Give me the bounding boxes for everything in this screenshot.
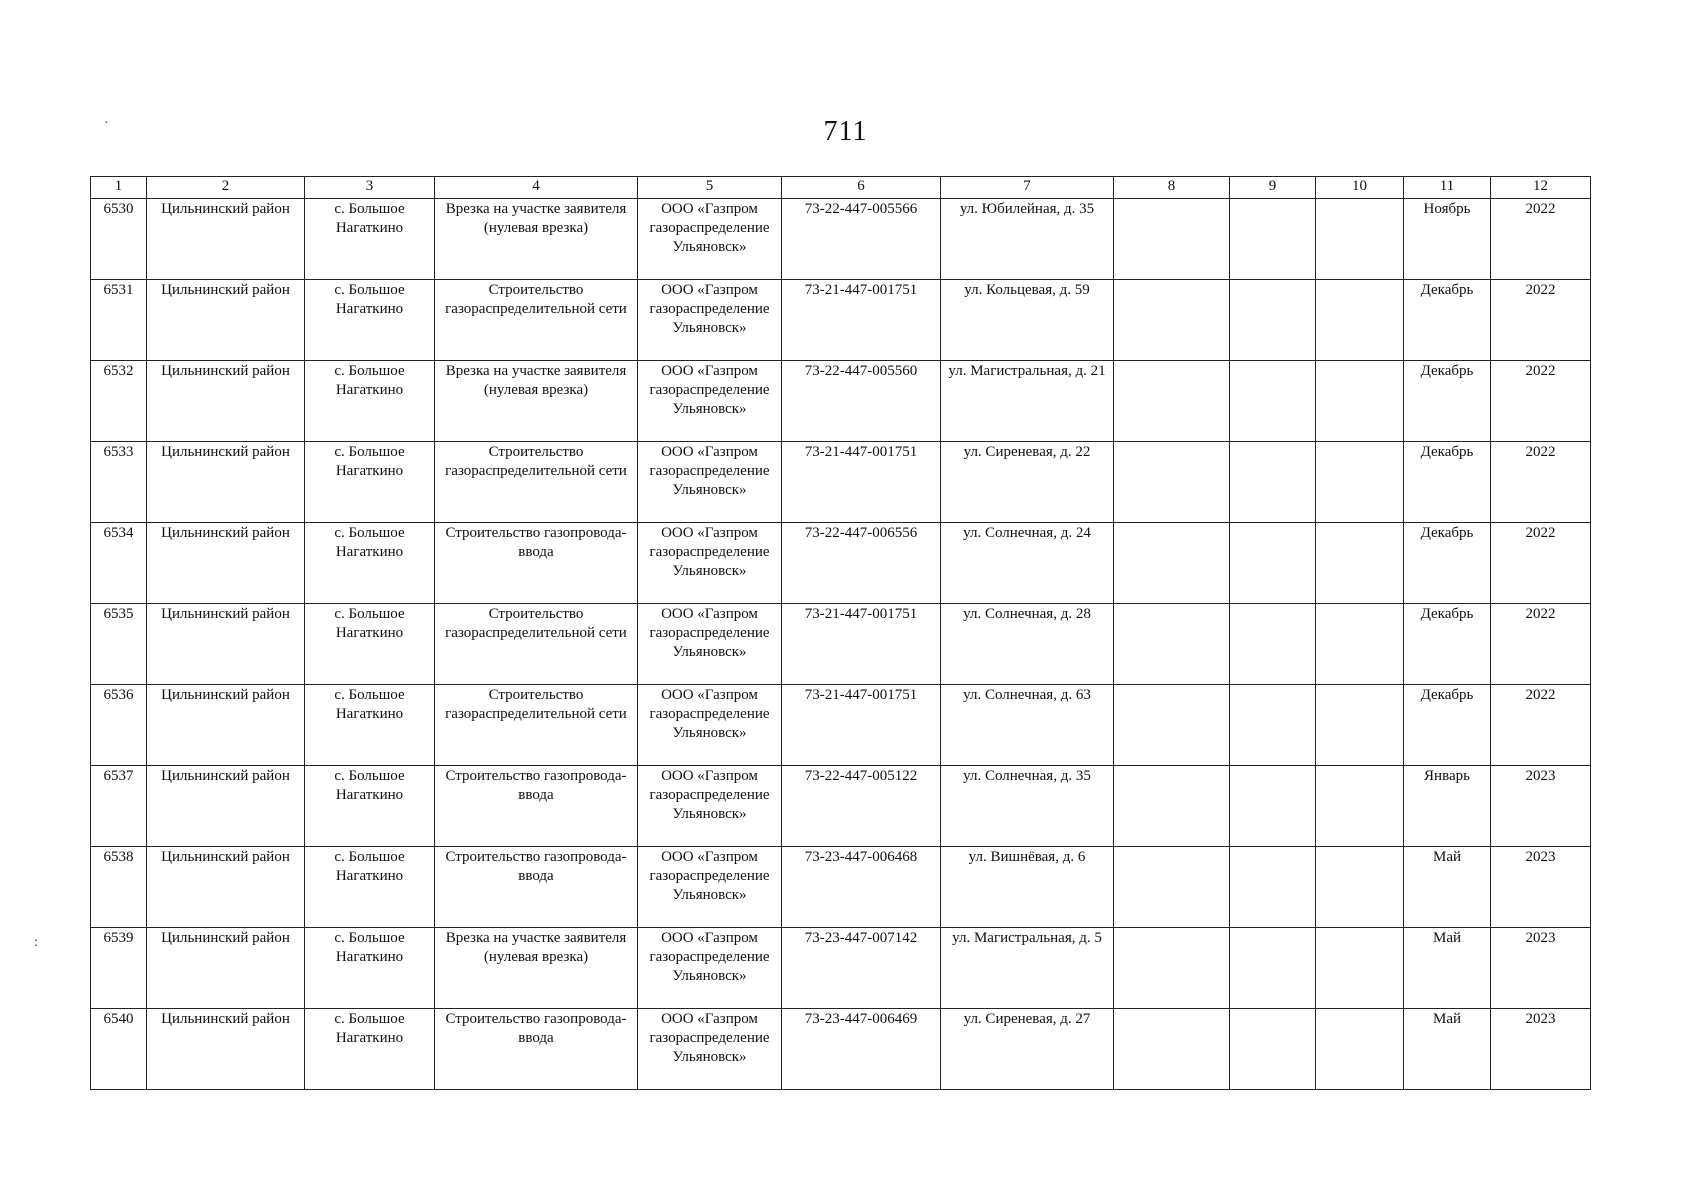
cell-object-code: 73-21-447-001751 bbox=[782, 685, 941, 766]
cell-organization: ООО «Газпром газораспределение Ульяновск» bbox=[638, 280, 782, 361]
cell-organization: ООО «Газпром газораспределение Ульяновск» bbox=[638, 442, 782, 523]
cell-year: 2022 bbox=[1491, 442, 1591, 523]
column-header-9: 9 bbox=[1230, 177, 1316, 199]
column-header-2: 2 bbox=[147, 177, 305, 199]
cell-organization: ООО «Газпром газораспределение Ульяновск» bbox=[638, 685, 782, 766]
column-header-10: 10 bbox=[1316, 177, 1404, 199]
cell-col-9 bbox=[1230, 523, 1316, 604]
cell-work-type: Строительство газораспределительной сети bbox=[435, 280, 638, 361]
cell-month: Ноябрь bbox=[1404, 199, 1491, 280]
table-row bbox=[91, 604, 1591, 685]
cell-row-number: 6538 bbox=[91, 847, 147, 928]
cell-locality: с. Большое Нагаткино bbox=[305, 928, 435, 1009]
cell-object-code: 73-23-447-006469 bbox=[782, 1009, 941, 1090]
cell-locality: с. Большое Нагаткино bbox=[305, 523, 435, 604]
column-header-11: 11 bbox=[1404, 177, 1491, 199]
cell-year: 2022 bbox=[1491, 199, 1591, 280]
cell-address: ул. Солнечная, д. 24 bbox=[941, 523, 1114, 604]
cell-object-code: 73-22-447-005122 bbox=[782, 766, 941, 847]
cell-month: Декабрь bbox=[1404, 442, 1491, 523]
column-header-1: 1 bbox=[91, 177, 147, 199]
cell-object-code: 73-21-447-001751 bbox=[782, 280, 941, 361]
cell-col-9 bbox=[1230, 766, 1316, 847]
table-row bbox=[91, 442, 1591, 523]
scan-speck: : bbox=[34, 935, 38, 950]
cell-row-number: 6535 bbox=[91, 604, 147, 685]
table-row bbox=[91, 847, 1591, 928]
cell-col-10 bbox=[1316, 442, 1404, 523]
column-header-3: 3 bbox=[305, 177, 435, 199]
cell-col-9 bbox=[1230, 442, 1316, 523]
cell-district: Цильнинский район bbox=[147, 280, 305, 361]
cell-col-8 bbox=[1114, 604, 1230, 685]
cell-address: ул. Солнечная, д. 63 bbox=[941, 685, 1114, 766]
cell-district: Цильнинский район bbox=[147, 1009, 305, 1090]
cell-object-code: 73-21-447-001751 bbox=[782, 604, 941, 685]
table-row bbox=[91, 1009, 1591, 1090]
cell-month: Май bbox=[1404, 847, 1491, 928]
cell-col-10 bbox=[1316, 685, 1404, 766]
cell-month: Май bbox=[1404, 928, 1491, 1009]
cell-year: 2022 bbox=[1491, 523, 1591, 604]
cell-district: Цильнинский район bbox=[147, 847, 305, 928]
cell-row-number: 6532 bbox=[91, 361, 147, 442]
cell-col-9 bbox=[1230, 604, 1316, 685]
cell-col-10 bbox=[1316, 280, 1404, 361]
cell-district: Цильнинский район bbox=[147, 361, 305, 442]
cell-row-number: 6539 bbox=[91, 928, 147, 1009]
cell-col-8 bbox=[1114, 1009, 1230, 1090]
cell-district: Цильнинский район bbox=[147, 442, 305, 523]
cell-address: ул. Магистральная, д. 21 bbox=[941, 361, 1114, 442]
cell-district: Цильнинский район bbox=[147, 685, 305, 766]
cell-month: Декабрь bbox=[1404, 280, 1491, 361]
table-row bbox=[91, 199, 1591, 280]
cell-year: 2023 bbox=[1491, 928, 1591, 1009]
cell-row-number: 6533 bbox=[91, 442, 147, 523]
cell-work-type: Врезка на участке заявителя (нулевая врезка) bbox=[435, 928, 638, 1009]
cell-locality: с. Большое Нагаткино bbox=[305, 442, 435, 523]
cell-address: ул. Юбилейная, д. 35 bbox=[941, 199, 1114, 280]
cell-object-code: 73-22-447-005566 bbox=[782, 199, 941, 280]
cell-col-10 bbox=[1316, 847, 1404, 928]
cell-work-type: Врезка на участке заявителя (нулевая врезка) bbox=[435, 199, 638, 280]
cell-year: 2023 bbox=[1491, 766, 1591, 847]
column-header-4: 4 bbox=[435, 177, 638, 199]
cell-district: Цильнинский район bbox=[147, 523, 305, 604]
cell-year: 2022 bbox=[1491, 685, 1591, 766]
cell-locality: с. Большое Нагаткино bbox=[305, 847, 435, 928]
cell-col-8 bbox=[1114, 361, 1230, 442]
cell-col-8 bbox=[1114, 928, 1230, 1009]
cell-address: ул. Кольцевая, д. 59 bbox=[941, 280, 1114, 361]
cell-year: 2022 bbox=[1491, 604, 1591, 685]
cell-locality: с. Большое Нагаткино bbox=[305, 766, 435, 847]
cell-organization: ООО «Газпром газораспределение Ульяновск» bbox=[638, 523, 782, 604]
cell-organization: ООО «Газпром газораспределение Ульяновск» bbox=[638, 361, 782, 442]
cell-address: ул. Сиреневая, д. 27 bbox=[941, 1009, 1114, 1090]
cell-row-number: 6531 bbox=[91, 280, 147, 361]
cell-col-9 bbox=[1230, 1009, 1316, 1090]
cell-locality: с. Большое Нагаткино bbox=[305, 1009, 435, 1090]
cell-object-code: 73-21-447-001751 bbox=[782, 442, 941, 523]
cell-month: Декабрь bbox=[1404, 604, 1491, 685]
cell-object-code: 73-22-447-006556 bbox=[782, 523, 941, 604]
table-row bbox=[91, 928, 1591, 1009]
cell-year: 2022 bbox=[1491, 280, 1591, 361]
cell-organization: ООО «Газпром газораспределение Ульяновск» bbox=[638, 766, 782, 847]
cell-address: ул. Магистральная, д. 5 bbox=[941, 928, 1114, 1009]
cell-col-9 bbox=[1230, 928, 1316, 1009]
cell-district: Цильнинский район bbox=[147, 604, 305, 685]
cell-work-type: Строительство газопровода-ввода bbox=[435, 847, 638, 928]
cell-col-8 bbox=[1114, 847, 1230, 928]
cell-row-number: 6534 bbox=[91, 523, 147, 604]
cell-col-9 bbox=[1230, 280, 1316, 361]
table-row bbox=[91, 766, 1591, 847]
cell-address: ул. Вишнёвая, д. 6 bbox=[941, 847, 1114, 928]
cell-district: Цильнинский район bbox=[147, 766, 305, 847]
column-header-12: 12 bbox=[1491, 177, 1591, 199]
cell-address: ул. Сиреневая, д. 22 bbox=[941, 442, 1114, 523]
cell-year: 2023 bbox=[1491, 847, 1591, 928]
cell-col-10 bbox=[1316, 523, 1404, 604]
cell-year: 2023 bbox=[1491, 1009, 1591, 1090]
cell-address: ул. Солнечная, д. 28 bbox=[941, 604, 1114, 685]
cell-locality: с. Большое Нагаткино bbox=[305, 604, 435, 685]
column-header-6: 6 bbox=[782, 177, 941, 199]
table-row bbox=[91, 523, 1591, 604]
cell-row-number: 6537 bbox=[91, 766, 147, 847]
cell-col-10 bbox=[1316, 1009, 1404, 1090]
cell-work-type: Врезка на участке заявителя (нулевая врезка) bbox=[435, 361, 638, 442]
cell-month: Декабрь bbox=[1404, 523, 1491, 604]
cell-col-9 bbox=[1230, 685, 1316, 766]
cell-address: ул. Солнечная, д. 35 bbox=[941, 766, 1114, 847]
scan-speck: · bbox=[104, 116, 109, 131]
cell-object-code: 73-23-447-007142 bbox=[782, 928, 941, 1009]
cell-locality: с. Большое Нагаткино bbox=[305, 199, 435, 280]
cell-locality: с. Большое Нагаткино bbox=[305, 280, 435, 361]
cell-organization: ООО «Газпром газораспределение Ульяновск» bbox=[638, 199, 782, 280]
cell-col-10 bbox=[1316, 604, 1404, 685]
cell-col-10 bbox=[1316, 766, 1404, 847]
cell-object-code: 73-22-447-005560 bbox=[782, 361, 941, 442]
cell-district: Цильнинский район bbox=[147, 199, 305, 280]
cell-locality: с. Большое Нагаткино bbox=[305, 685, 435, 766]
column-header-8: 8 bbox=[1114, 177, 1230, 199]
cell-col-9 bbox=[1230, 847, 1316, 928]
cell-work-type: Строительство газораспределительной сети bbox=[435, 442, 638, 523]
cell-row-number: 6540 bbox=[91, 1009, 147, 1090]
cell-organization: ООО «Газпром газораспределение Ульяновск» bbox=[638, 604, 782, 685]
column-number-row bbox=[91, 177, 1591, 199]
cell-month: Январь bbox=[1404, 766, 1491, 847]
cell-col-8 bbox=[1114, 442, 1230, 523]
cell-col-8 bbox=[1114, 199, 1230, 280]
cell-year: 2022 bbox=[1491, 361, 1591, 442]
cell-col-9 bbox=[1230, 199, 1316, 280]
cell-work-type: Строительство газопровода-ввода bbox=[435, 766, 638, 847]
cell-organization: ООО «Газпром газораспределение Ульяновск» bbox=[638, 928, 782, 1009]
cell-organization: ООО «Газпром газораспределение Ульяновск» bbox=[638, 847, 782, 928]
cell-locality: с. Большое Нагаткино bbox=[305, 361, 435, 442]
cell-col-10 bbox=[1316, 361, 1404, 442]
cell-work-type: Строительство газопровода-ввода bbox=[435, 1009, 638, 1090]
column-header-5: 5 bbox=[638, 177, 782, 199]
cell-object-code: 73-23-447-006468 bbox=[782, 847, 941, 928]
cell-col-10 bbox=[1316, 928, 1404, 1009]
page-number: 711 bbox=[823, 116, 868, 147]
cell-col-8 bbox=[1114, 280, 1230, 361]
cell-col-10 bbox=[1316, 199, 1404, 280]
cell-row-number: 6536 bbox=[91, 685, 147, 766]
cell-col-8 bbox=[1114, 523, 1230, 604]
cell-col-9 bbox=[1230, 361, 1316, 442]
column-header-7: 7 bbox=[941, 177, 1114, 199]
table-row bbox=[91, 280, 1591, 361]
cell-col-8 bbox=[1114, 766, 1230, 847]
cell-month: Декабрь bbox=[1404, 361, 1491, 442]
table-row bbox=[91, 685, 1591, 766]
cell-row-number: 6530 bbox=[91, 199, 147, 280]
cell-organization: ООО «Газпром газораспределение Ульяновск» bbox=[638, 1009, 782, 1090]
cell-work-type: Строительство газопровода-ввода bbox=[435, 523, 638, 604]
cell-work-type: Строительство газораспределительной сети bbox=[435, 604, 638, 685]
register-table bbox=[90, 176, 1591, 1090]
cell-month: Декабрь bbox=[1404, 685, 1491, 766]
cell-work-type: Строительство газораспределительной сети bbox=[435, 685, 638, 766]
cell-col-8 bbox=[1114, 685, 1230, 766]
cell-district: Цильнинский район bbox=[147, 928, 305, 1009]
table-row bbox=[91, 361, 1591, 442]
cell-month: Май bbox=[1404, 1009, 1491, 1090]
